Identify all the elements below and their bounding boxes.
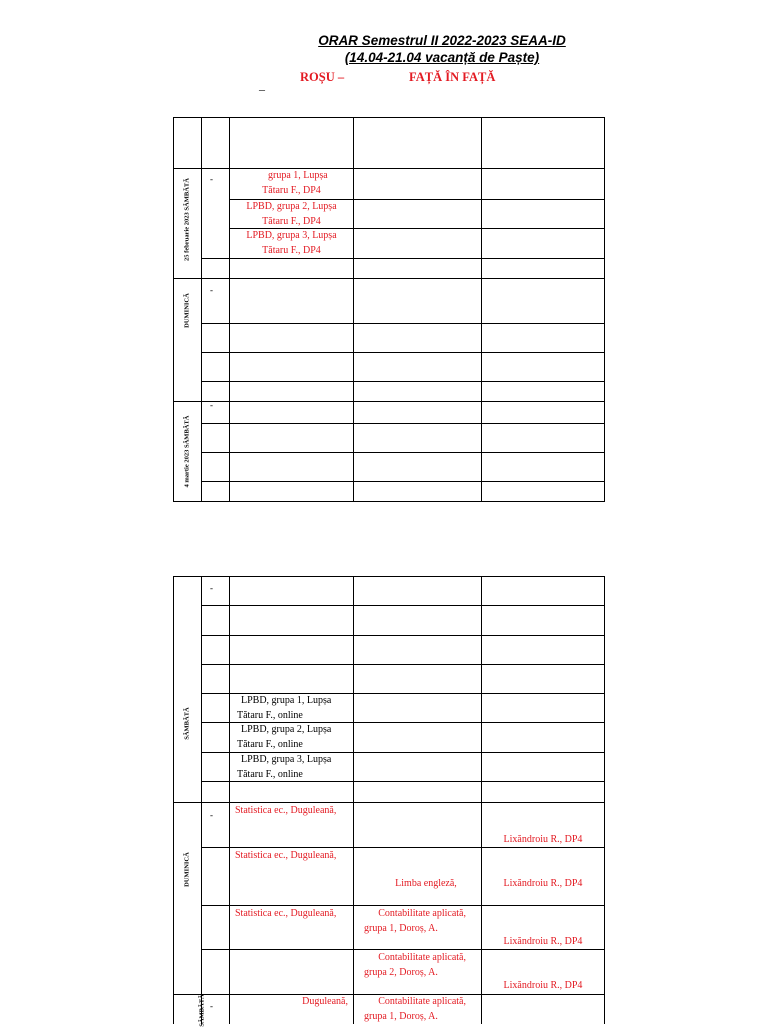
grid-line [201, 635, 605, 636]
cell-line: LPBD, grupa 3, Lupșa [246, 230, 337, 241]
grid-line [604, 117, 605, 502]
course-cell [354, 950, 481, 980]
cell-line: Tătaru F., DP4 [262, 245, 321, 256]
course-cell [230, 228, 353, 258]
day-label: SÂMBĂTĂ [183, 707, 191, 740]
document-title: ORAR Semestrul II 2022-2023 SEAA-ID [318, 33, 566, 48]
cell-line: Tătaru F., online [237, 710, 303, 721]
course-cell: Duguleană, [302, 996, 348, 1007]
grid-line [173, 117, 174, 502]
grid-line [201, 423, 605, 424]
grid-line [201, 664, 605, 665]
cell-line: Contabilitate aplicată, [378, 908, 466, 919]
cell-line: grupa 1, Lupșa [268, 170, 328, 181]
grid-line [353, 117, 354, 502]
cell-line: LPBD, grupa 2, Lupșa [241, 724, 332, 735]
course-cell [354, 906, 481, 936]
day-label: DUMINICĂ [183, 852, 191, 887]
course-cell: Limba engleză, [395, 878, 457, 889]
day-label: SÂMBĂTĂ [198, 994, 206, 1027]
cell-line: Contabilitate aplicată, [378, 996, 466, 1007]
grid-line [201, 452, 605, 453]
course-cell: Lixăndroiu R., DP4 [503, 980, 583, 991]
grid-line [173, 576, 605, 577]
grid-line [201, 381, 605, 382]
day-label: 4 martie 2023 SÂMBĂTĂ [183, 415, 191, 488]
legend-red: ROȘU – [300, 70, 345, 84]
legend-dash: – [259, 82, 265, 96]
cell-line: Tătaru F., DP4 [262, 185, 321, 196]
cell-line: Tătaru F., online [237, 739, 303, 750]
dash-mark: - [210, 810, 213, 820]
cell-line: grupa 1, Doroș, A. [364, 923, 438, 934]
dash-mark: - [210, 400, 213, 410]
grid-line [173, 401, 605, 402]
day-label: 25 februarie 2023 SÂMBĂTĂ [183, 178, 191, 261]
cell-line: grupa 1, Doroș, A. [364, 1011, 438, 1022]
course-cell [230, 168, 353, 198]
course-cell [237, 752, 353, 782]
grid-line [173, 278, 605, 279]
course-cell [237, 722, 353, 752]
cell-line: Contabilitate aplicată, [378, 952, 466, 963]
dash-mark: - [210, 583, 213, 593]
cell-line: LPBD, grupa 2, Lupșa [246, 201, 337, 212]
document-subtitle: (14.04-21.04 vacanță de Paște) [344, 50, 540, 65]
grid-line [201, 352, 605, 353]
grid-line [201, 323, 605, 324]
course-cell [230, 199, 353, 229]
course-cell: Statistica ec., Duguleană, [235, 805, 337, 816]
cell-line: LPBD, grupa 3, Lupșa [241, 754, 332, 765]
grid-line [173, 117, 605, 118]
grid-line [201, 576, 202, 1024]
grid-line [201, 605, 605, 606]
course-cell: Lixăndroiu R., DP4 [503, 878, 583, 889]
course-cell: Lixăndroiu R., DP4 [503, 834, 583, 845]
course-cell: Statistica ec., Duguleană, [235, 850, 337, 861]
legend-face-to-face: FAȚĂ ÎN FAȚĂ [409, 70, 496, 84]
cell-line: LPBD, grupa 1, Lupșa [241, 695, 332, 706]
cell-line: Tătaru F., DP4 [262, 216, 321, 227]
grid-line [173, 576, 174, 1024]
grid-line [229, 576, 230, 1024]
grid-line [201, 258, 605, 259]
grid-line [481, 576, 482, 1024]
course-cell [237, 693, 353, 723]
course-cell: Statistica ec., Duguleană, [235, 908, 337, 919]
grid-line [201, 117, 202, 502]
grid-line [173, 501, 605, 502]
grid-line [481, 117, 482, 502]
dash-mark: - [210, 285, 213, 295]
cell-line: grupa 2, Doroș, A. [364, 967, 438, 978]
course-cell [354, 994, 481, 1024]
dash-mark: - [210, 174, 213, 184]
cell-line: Tătaru F., online [237, 769, 303, 780]
course-cell: Lixăndroiu R., DP4 [503, 936, 583, 947]
grid-line [604, 576, 605, 1024]
day-label: DUMINICĂ [183, 293, 191, 328]
dash-mark: - [210, 1001, 213, 1011]
grid-line [201, 481, 605, 482]
